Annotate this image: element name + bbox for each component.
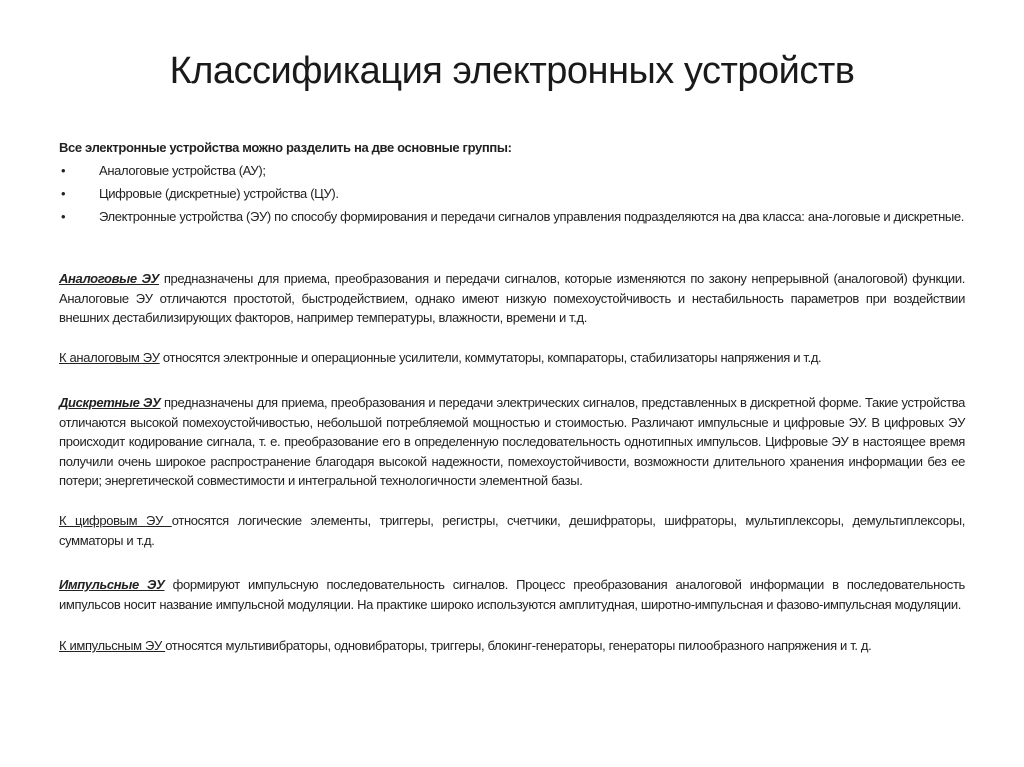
bullet-icon: • (61, 163, 66, 178)
bullet-text: Цифровые (дискретные) устройства (ЦУ). (99, 186, 339, 201)
bullet-item (59, 184, 965, 204)
bullet-icon: • (61, 209, 66, 224)
analog-paragraph (59, 269, 965, 328)
discrete-paragraph (59, 393, 965, 491)
pulse-examples (59, 636, 965, 656)
pulse-examples-lead: К импульсным ЭУ (59, 638, 166, 653)
analog-examples (59, 348, 965, 368)
discrete-text: предназначены для приема, преобразования и передачи электрических сигналов, представленных в дискретной форме. Такие устройства отличаются высокой помехоустойчивостью, небольшой потребляемой мощностью и стоимостью. Различают импульсные и цифровые ЭУ. В цифровых ЭУ происходит кодирование сигнала, т. е. преобразование его в определенную последовательность однотипных импульсов. Цифровые ЭУ в настоящее время получили очень широкое распространение благодаря высокой надежности, помехоустойчивости, возможности длительного хранения информации без ее потери; энергетической совместимости и интегральной технологичности элементной базы. (59, 395, 966, 489)
slide-title: Классификация электронных устройств (169, 50, 855, 92)
digital-examples-text: относятся логические элементы, триггеры, регистры, счетчики, дешифраторы, шифраторы, мультиплексоры, демультиплексоры, сумматоры и т.д. (59, 513, 965, 548)
bullet-item (59, 207, 965, 227)
pulse-term: Импульсные ЭУ (59, 577, 165, 592)
pulse-paragraph (59, 575, 965, 614)
bullet-item (59, 161, 965, 181)
pulse-examples-text: относятся мультивибраторы, одновибраторы, триггеры, блокинг-генераторы, генераторы пилообразного напряжения и т. д. (165, 638, 872, 653)
digital-examples-lead: К цифровым ЭУ (59, 513, 172, 528)
pulse-text: формируют импульсную последовательность сигналов. Процесс преобразования аналоговой информации в последовательность импульсов носит название импульсной модуляции. На практике широко используются амплитудная, широтно-импульсная и фазово-импульсная модуляции. (59, 577, 965, 612)
analog-examples-lead: К аналоговым ЭУ (59, 350, 160, 365)
bullet-text: Аналоговые устройства (АУ); (99, 163, 266, 178)
bullet-text: Электронные устройства (ЭУ) по способу формирования и передачи сигналов управления подразделяются на два класса: ана-логовые и дискретные. (99, 209, 965, 224)
analog-term: Аналоговые ЭУ (59, 271, 160, 286)
bullet-icon: • (61, 186, 66, 201)
analog-examples-text: относятся электронные и операционные усилители, коммутаторы, компараторы, стабилизаторы напряжения и т.д. (159, 350, 822, 365)
discrete-term: Дискретные ЭУ (59, 395, 161, 410)
digital-examples (59, 511, 965, 550)
intro-heading: Все электронные устройства можно разделить на две основные группы: (59, 140, 512, 155)
analog-text: предназначены для приема, преобразования и передачи сигналов, которые изменяются по закону непрерывной (аналоговой) функции. Аналоговые ЭУ отличаются простотой, быстродействием, однако имеют низкую помехоустойчивость и нестабильность параметров при воздействии внешних дестабилизирующих факторов, например температуры, влажности, времени и т.д. (59, 271, 965, 326)
